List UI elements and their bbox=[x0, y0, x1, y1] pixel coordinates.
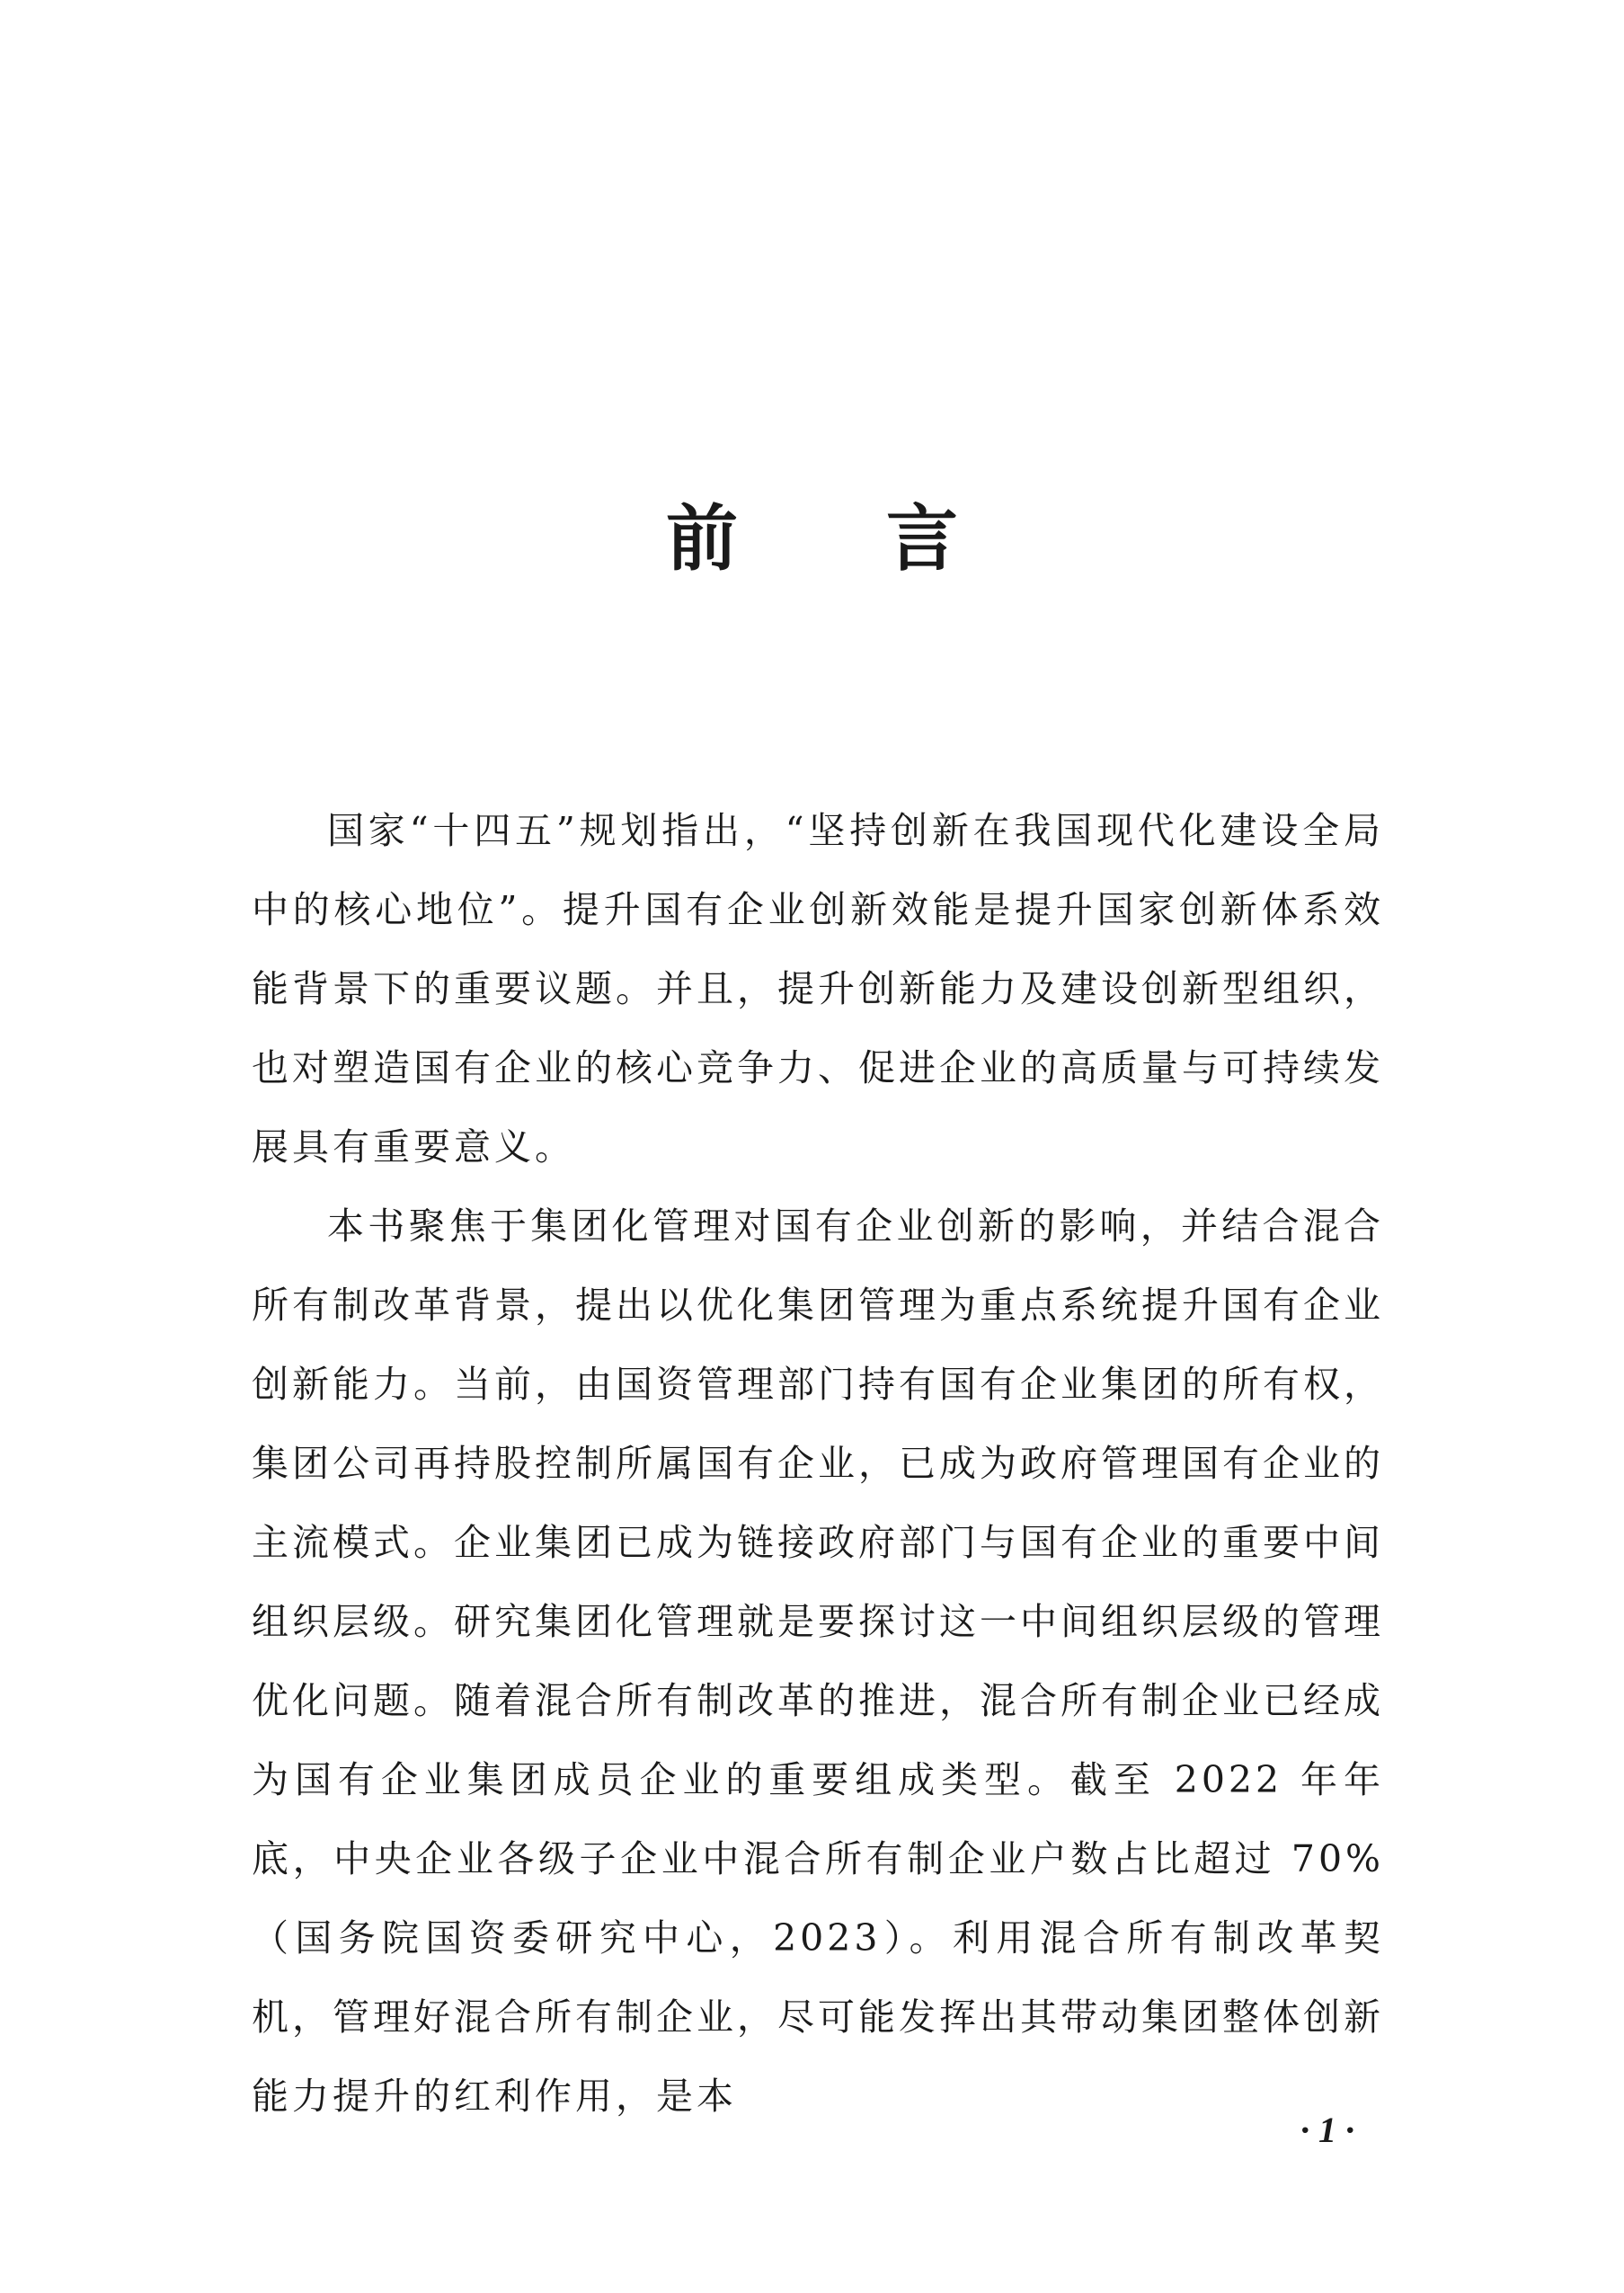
page-title bbox=[0, 490, 1624, 589]
page-number: · 1 · bbox=[1300, 2110, 1354, 2150]
title-char-1: 前 bbox=[666, 497, 738, 581]
paragraph-2: 本书聚焦于集团化管理对国有企业创新的影响，并结合混合所有制改革背景，提出以优化集团管理为重点系统提升国有企业创新能力。当前，由国资管理部门持有国有企业集团的所有权，集团公司再持股控制所属国有企业，已成为政府管理国有企业的主流模式。企业集团已成为链接政府部门与国有企业的重要中间组织层级。研究集团化管理就是要探讨这一中间组织层级的管理优化问题。随着混合所有制改革的推进，混合所有制企业已经成为国有企业集团成员企业的重要组成类型。截至 2022 年年底，中央企业各级子企业中混合所有制企业户数占比超过 70%（国务院国资委研究中心，2023）。利用混合所有制改革契机，管理好混合所有制企业，尽可能发挥出其带动集团整体创新能力提升的红利作用，是本 bbox=[252, 1204, 1384, 2118]
body-text bbox=[252, 791, 1384, 2136]
title-char-2: 言 bbox=[886, 497, 958, 581]
paragraph-1: 国家“十四五”规划指出，“坚持创新在我国现代化建设全局中的核心地位”。提升国有企业创新效能是提升国家创新体系效能背景下的重要议题。并且，提升创新能力及建设创新型组织，也对塑造国有企业的核心竞争力、促进企业的高质量与可持续发展具有重要意义。 bbox=[252, 809, 1384, 1169]
